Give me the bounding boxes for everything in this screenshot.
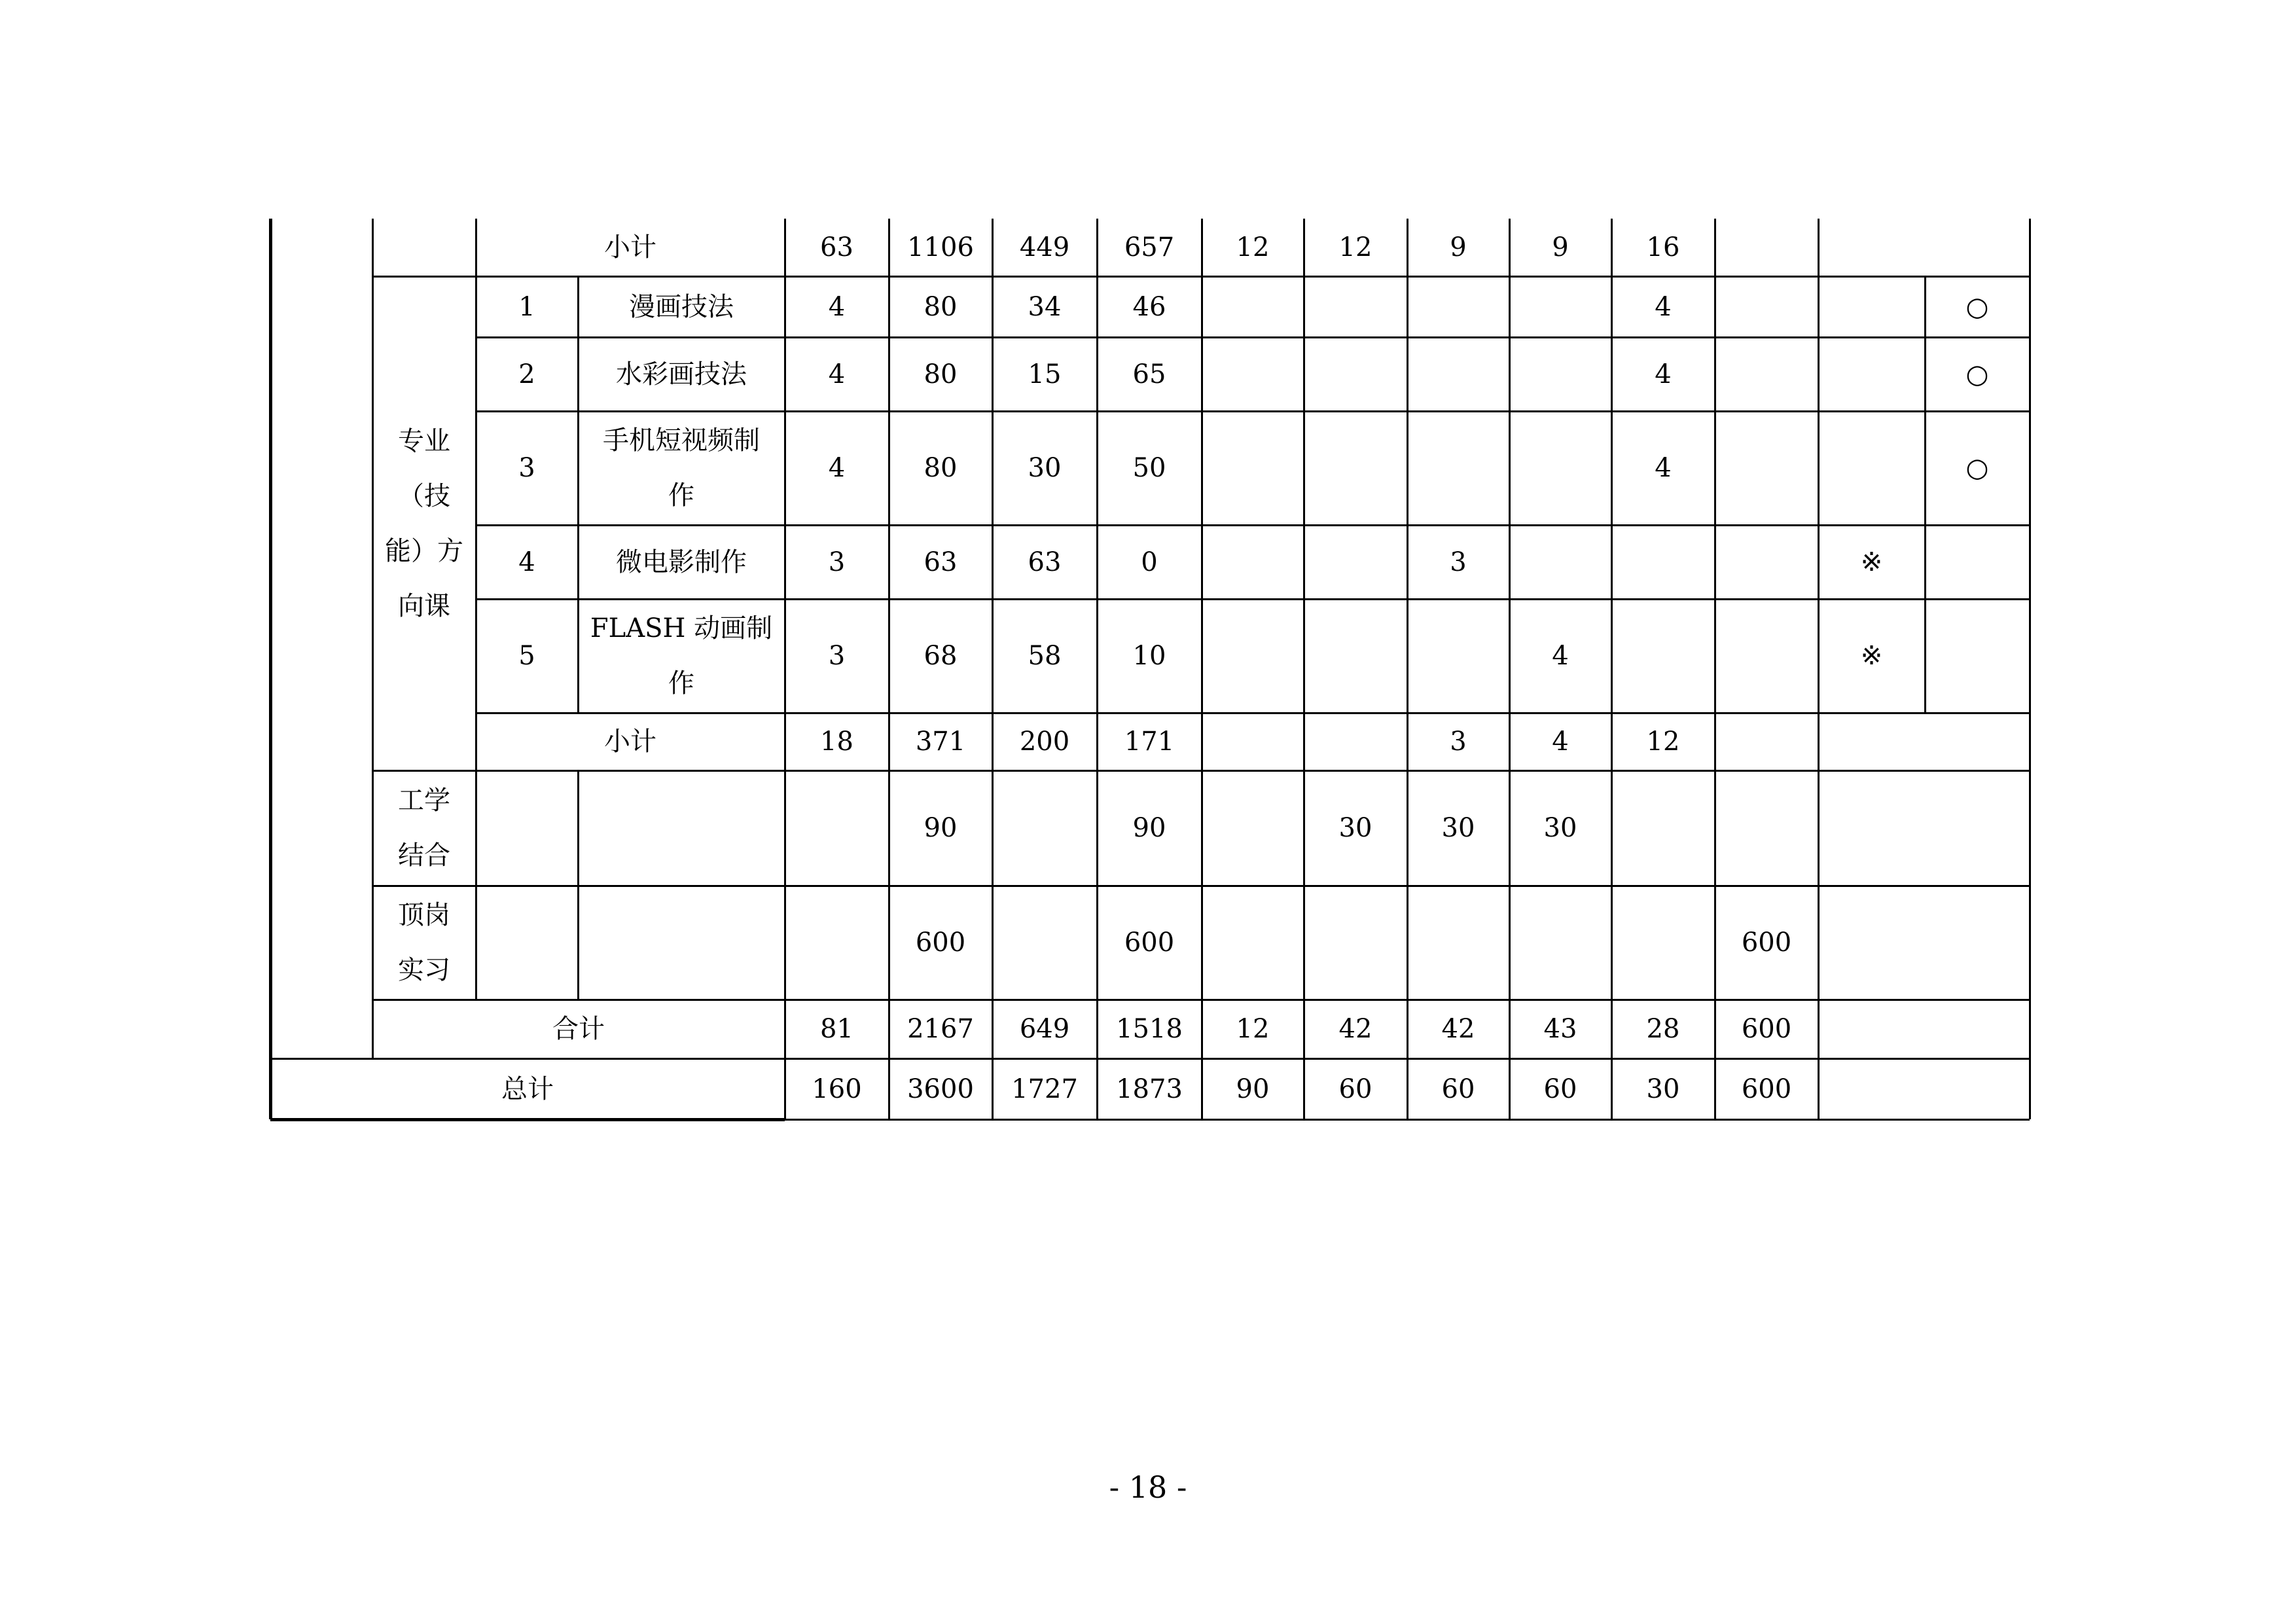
table-cell (1304, 713, 1407, 770)
table-cell (1202, 770, 1304, 886)
table-cell: 600 (1741, 1074, 1792, 1104)
text-line: 手机短视频制 (603, 425, 760, 456)
table-cell (1715, 599, 1818, 713)
table-cell (1611, 886, 1715, 1000)
table-cell: 80 (924, 291, 958, 322)
table-cell (1818, 337, 1925, 411)
table-cell: 1106 (907, 232, 974, 262)
table-cell (1407, 337, 1509, 411)
table-cell (1925, 525, 2030, 599)
table-cell (1202, 337, 1304, 411)
table-cell: ○ (1965, 453, 1989, 483)
table-cell (992, 770, 1097, 886)
table-cell: 657 (1124, 232, 1175, 262)
table-cell: 28 (1646, 1014, 1680, 1044)
table-cell: 60 (1338, 1074, 1372, 1104)
table-rule (269, 219, 272, 1119)
text-line: （技 (398, 480, 450, 511)
table-cell (1509, 337, 1611, 411)
table-cell: 63 (820, 232, 853, 262)
table-cell (1407, 886, 1509, 1000)
course-number: 4 (518, 547, 535, 577)
table-cell: 600 (915, 928, 966, 958)
table-cell: 1518 (1116, 1014, 1183, 1044)
table-cell: 30 (1338, 813, 1372, 843)
table-cell: 449 (1019, 232, 1070, 262)
table-cell: 42 (1338, 1014, 1372, 1044)
text-line: FLASH 动画制 (590, 613, 773, 643)
course-name-lines (590, 601, 772, 711)
internship-label (372, 886, 476, 1000)
table-cell: 4 (1655, 359, 1672, 389)
course-name: 微电影制作 (616, 547, 747, 577)
text-line: 专业 (398, 425, 450, 456)
text-line: 向课 (398, 590, 450, 621)
table-cell: ※ (1860, 641, 1883, 671)
table-cell (785, 886, 889, 1000)
course-name (578, 411, 785, 525)
table-cell: 42 (1441, 1014, 1475, 1044)
text-line: 实习 (398, 955, 450, 985)
page-number: - 18 - (1109, 1470, 1187, 1505)
course-number: 1 (518, 291, 535, 322)
table-cell (1304, 886, 1407, 1000)
table-cell (1715, 770, 1818, 886)
table-cell: 3 (1450, 727, 1467, 757)
table-cell: 80 (924, 359, 958, 389)
table-cell: 12 (1236, 1014, 1270, 1044)
table-cell: 2167 (907, 1014, 974, 1044)
table-cell: 3 (828, 641, 846, 671)
course-name: 水彩画技法 (616, 359, 747, 389)
table-cell (1509, 276, 1611, 337)
table-cell: 46 (1132, 291, 1166, 322)
subtotal-label: 小计 (604, 727, 656, 757)
course-name (578, 599, 785, 713)
course-number: 5 (518, 641, 535, 671)
table-cell: 50 (1132, 453, 1166, 483)
table-cell: 4 (1552, 727, 1569, 757)
category-vocational-label (372, 276, 476, 770)
table-cell (1407, 411, 1509, 525)
table-cell: 30 (1543, 813, 1577, 843)
table-cell (1611, 770, 1715, 886)
table-cell (1715, 525, 1818, 599)
table-cell: 65 (1132, 359, 1166, 389)
category-vocational-label-lines (385, 414, 463, 634)
table-cell (1407, 599, 1509, 713)
table-cell: 649 (1019, 1014, 1070, 1044)
table-cell: 81 (820, 1014, 853, 1044)
text-line: 作 (668, 480, 694, 511)
table-cell (1818, 411, 1925, 525)
table-cell: 30 (1028, 453, 1062, 483)
table-cell: ※ (1860, 547, 1883, 577)
table-cell: 60 (1441, 1074, 1475, 1104)
table-cell (1202, 525, 1304, 599)
table-cell (1304, 599, 1407, 713)
table-cell (1509, 411, 1611, 525)
table-cell: 30 (1646, 1074, 1680, 1104)
table-cell: 3 (828, 547, 846, 577)
table-cell: ○ (1965, 291, 1989, 322)
table-cell: 58 (1028, 641, 1062, 671)
table-cell (1611, 525, 1715, 599)
text-line: 能）方 (385, 535, 463, 566)
table-cell: 18 (820, 727, 853, 757)
table-cell: 4 (828, 453, 846, 483)
table-cell (1304, 276, 1407, 337)
table-cell (1715, 411, 1818, 525)
table-cell: 12 (1338, 232, 1372, 262)
table-cell: 160 (812, 1074, 862, 1104)
table-cell: 4 (1552, 641, 1569, 671)
table-cell: 4 (1655, 291, 1672, 322)
internship-label-lines (398, 888, 450, 998)
table-cell: 4 (828, 291, 846, 322)
table-cell: ○ (1965, 359, 1989, 389)
table-cell (1715, 276, 1818, 337)
course-number: 3 (518, 453, 535, 483)
text-line: 结合 (398, 840, 450, 871)
table-cell: 12 (1236, 232, 1270, 262)
table-cell: 10 (1132, 641, 1166, 671)
table-cell (1509, 525, 1611, 599)
work-study-label-lines (398, 773, 450, 883)
table-cell (1715, 337, 1818, 411)
table-cell (1407, 276, 1509, 337)
table-cell: 12 (1646, 727, 1680, 757)
table-cell: 9 (1552, 232, 1569, 262)
table-cell (1202, 713, 1304, 770)
text-line: 作 (668, 668, 694, 698)
table-cell: 3600 (907, 1074, 974, 1104)
table-cell (1715, 219, 1818, 276)
subtotal-label: 小计 (604, 232, 656, 262)
text-line: 工学 (398, 785, 450, 816)
work-study-label (372, 770, 476, 886)
table-cell (1202, 599, 1304, 713)
table-cell: 371 (915, 727, 966, 757)
table-cell (992, 886, 1097, 1000)
table-cell (1818, 276, 1925, 337)
table-cell (1509, 886, 1611, 1000)
table-cell (1202, 411, 1304, 525)
text-line: 顶岗 (398, 900, 450, 930)
table-cell (1202, 886, 1304, 1000)
table-cell (1304, 337, 1407, 411)
table-cell (785, 770, 889, 886)
table-cell: 200 (1019, 727, 1070, 757)
table-cell: 0 (1141, 547, 1158, 577)
course-name: 漫画技法 (629, 291, 734, 322)
table-cell: 16 (1646, 232, 1680, 262)
table-cell: 80 (924, 453, 958, 483)
table-cell: 4 (1655, 453, 1672, 483)
table-cell (1304, 525, 1407, 599)
table-cell: 1873 (1116, 1074, 1183, 1104)
table-cell: 4 (828, 359, 846, 389)
table-cell (1304, 411, 1407, 525)
table-cell: 63 (1028, 547, 1062, 577)
table-cell (1611, 599, 1715, 713)
table-cell: 171 (1124, 727, 1175, 757)
course-name-lines (603, 413, 760, 523)
table-cell: 3 (1450, 547, 1467, 577)
table-cell (1715, 713, 1818, 770)
table-cell: 1727 (1011, 1074, 1078, 1104)
table-cell: 90 (1236, 1074, 1270, 1104)
table-cell (1202, 276, 1304, 337)
table-cell: 43 (1543, 1014, 1577, 1044)
table-cell: 90 (924, 813, 958, 843)
table-cell: 34 (1028, 291, 1062, 322)
course-number: 2 (518, 359, 535, 389)
table-cell: 600 (1741, 928, 1792, 958)
table-cell: 600 (1741, 1014, 1792, 1044)
table-cell: 600 (1124, 928, 1175, 958)
grand-total-label: 总计 (501, 1074, 554, 1104)
total-label: 合计 (552, 1014, 605, 1044)
table-cell: 30 (1441, 813, 1475, 843)
table-cell: 68 (924, 641, 958, 671)
table-cell: 63 (924, 547, 958, 577)
table-cell (1925, 599, 2030, 713)
table-cell: 15 (1028, 359, 1062, 389)
table-cell: 60 (1543, 1074, 1577, 1104)
table-cell: 90 (1132, 813, 1166, 843)
table-cell: 9 (1450, 232, 1467, 262)
